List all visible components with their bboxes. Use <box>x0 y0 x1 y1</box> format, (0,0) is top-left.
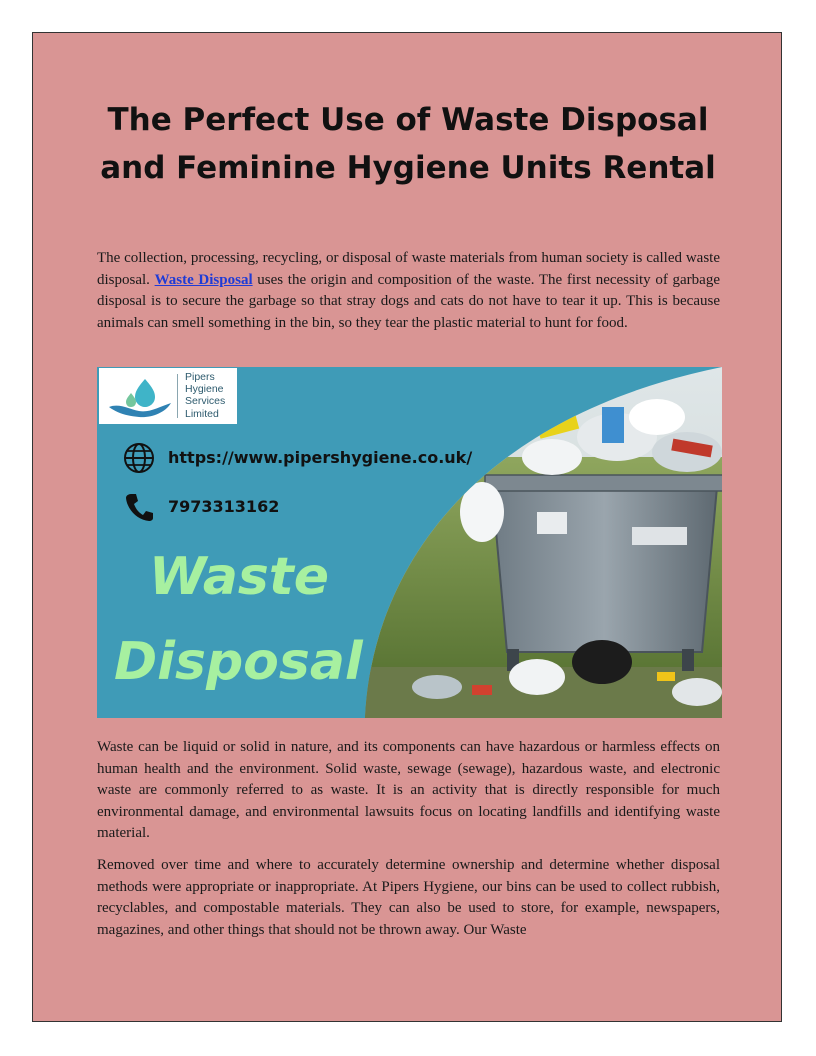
logo-line-2: Hygiene <box>185 383 224 396</box>
logo-text <box>185 371 235 420</box>
waste-disposal-banner <box>97 367 722 718</box>
phone-number: 7973313162 <box>168 497 280 516</box>
headline-waste: Waste <box>149 547 329 607</box>
hand-water-drop-icon <box>105 373 177 419</box>
page-title: The Perfect Use of Waste Disposal and Feminine Hygiene Units Rental <box>100 102 716 186</box>
logo-line-4: Limited <box>185 407 219 420</box>
logo-divider <box>177 374 178 418</box>
paragraph-3: Removed over time and where to accurately determine ownership and determine whether disposal methods were appropriate or inappropriate. At Pipers Hygiene, our bins can be used to collect rubbish, recyclables, and compostable materials. They can also be used to store, for example, newspapers, magazines, and other things that should not be thrown away. Our Waste <box>97 857 720 938</box>
phone-icon <box>123 491 155 523</box>
headline-disposal: Disposal <box>114 632 363 692</box>
paragraph-1-text-after-link: uses the origin and composition of the waste. The first necessity of garbage disposal is to secure the garbage so that stray dogs and cats do not have to tear it up. This is because animals can smell something in the bin, so they tear the plastic material to hunt for food. <box>97 271 720 331</box>
logo-line-1: Pipers <box>185 371 215 383</box>
globe-icon <box>123 442 155 474</box>
paragraph-2: Waste can be liquid or solid in nature, and its components can have hazardous or harmless effects on human health and the environment. Solid waste, sewage (sewage), hazardous waste, and electronic waste are commonly referred to as waste. It is an activity that is directly responsible for much environmental damage, and environmental lawsuits focus on locating landfills and identifying waste material. <box>97 739 720 841</box>
website-url: https://www.pipershygiene.co.uk/ <box>168 448 473 467</box>
waste-disposal-link[interactable]: Waste Disposal <box>154 271 253 288</box>
logo-line-3: Services <box>185 395 226 408</box>
company-logo <box>99 368 237 424</box>
paragraph-1 <box>97 248 720 334</box>
paragraph-1-text-before-link: The collection, processing, recycling, or disposal of waste materials from human society is called waste disposal. <box>97 250 720 288</box>
